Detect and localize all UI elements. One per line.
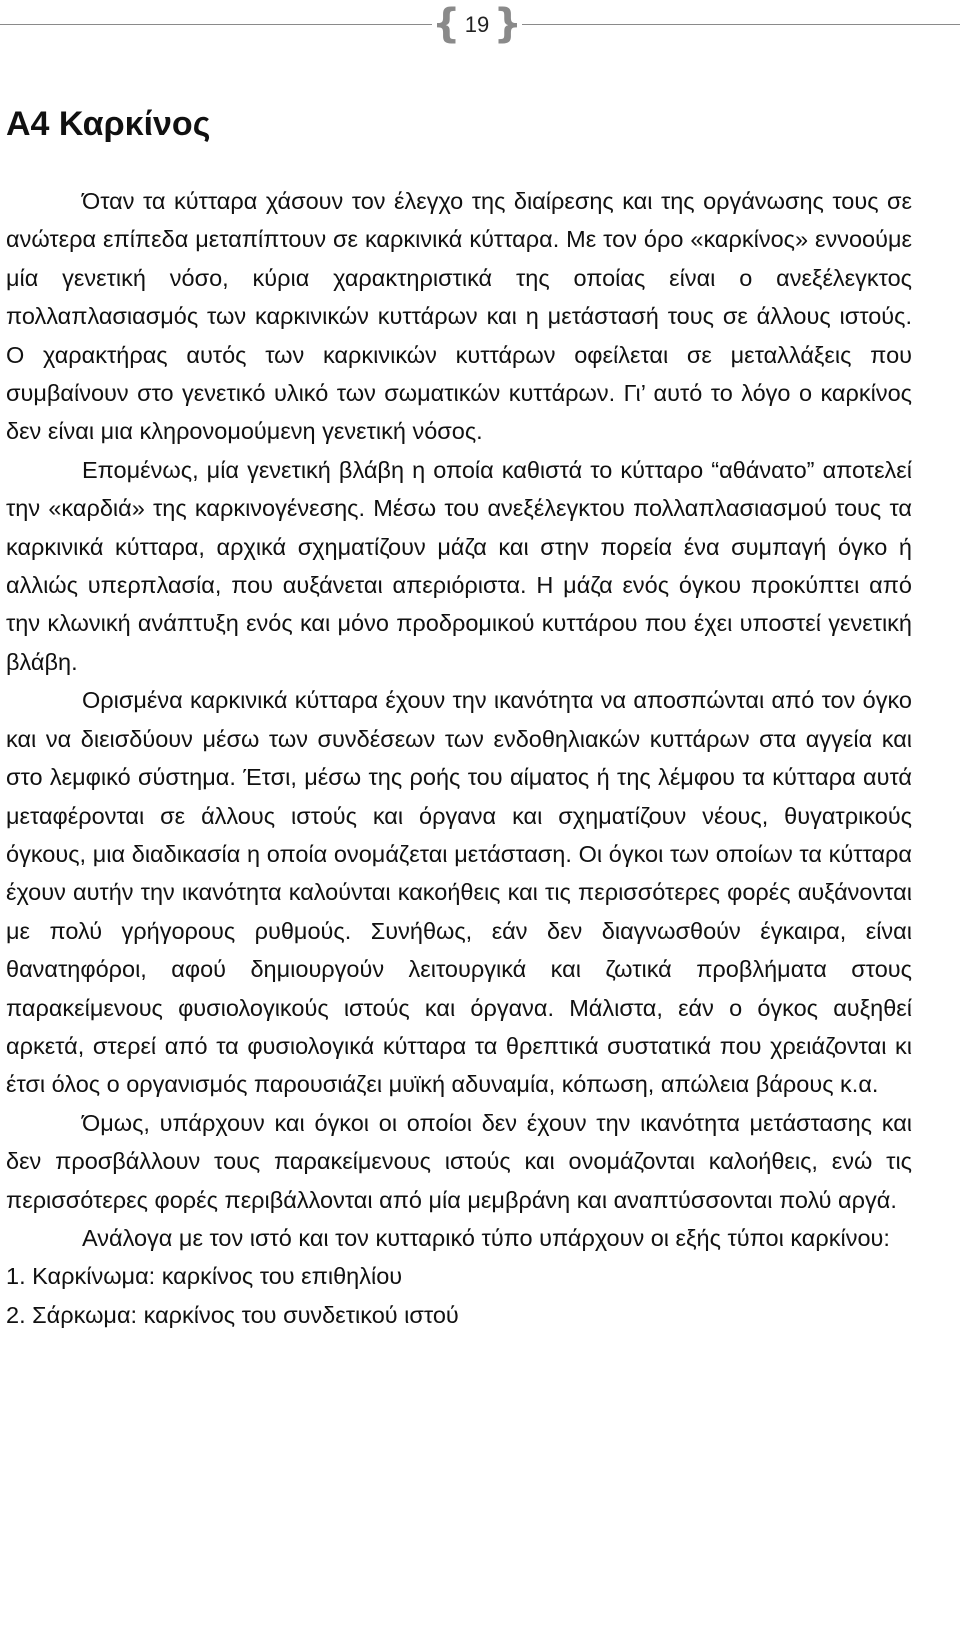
body-text	[6, 182, 912, 1334]
left-brace-icon: {	[432, 1, 461, 47]
paragraph: Όταν τα κύτταρα χάσουν τον έλεγχο της διαίρεσης και της οργάνωσης τους σε ανώτερα επίπεδα μεταπίπτουν σε καρκινικά κύτταρα. Με τον όρο «καρκίνος» εννοούμε μία γενετική νόσο, κύρια χαρακτηριστικά της οποίας είναι ο ανεξέλεγκτος πολλαπλασιασμός των καρκινικών κυττάρων και η μετάστασή τους σε άλλους ιστούς. Ο χαρακτήρας αυτός των καρκινικών κυττάρων οφείλεται σε μεταλλάξεις που συμβαίνουν στο γενετικό υλικό των σωματικών κυττάρων. Γι’ αυτό το λόγο ο καρκίνος δεν είναι μια κληρονομούμενη γενετική νόσος.	[6, 188, 912, 445]
paragraph: Όμως, υπάρχουν και όγκοι οι οποίοι δεν έχουν την ικανότητα μετάστασης και δεν προσβάλλουν τους παρακείμενους ιστούς και ονομάζονται καλοήθεις, ενώ τις περισσότερες φορές περιβάλλονται από μία μεμβράνη και αναπτύσσονται πολύ αργά.	[6, 1109, 912, 1213]
list-item: 1. Καρκίνωμα: καρκίνος του επιθηλίου	[6, 1263, 403, 1290]
list-item: 2. Σάρκωμα: καρκίνος του συνδετικού ιστού	[6, 1301, 459, 1328]
section-title: Α4 Καρκίνος	[6, 105, 211, 143]
cancer-types-list	[6, 1257, 912, 1334]
page-number: 19	[464, 12, 490, 37]
paragraph: Ανάλογα με τον ιστό και τον κυτταρικό τύπο υπάρχουν οι εξής τύποι καρκίνου:	[82, 1224, 890, 1251]
paragraph: Ορισμένα καρκινικά κύτταρα έχουν την ικανότητα να αποσπώνται από τον όγκο και να διεισδύουν μέσω των συνδέσεων των ενδοθηλιακών κυττάρων στα αγγεία και στο λεμφικό σύστημα. Έτσι, μέσω της ροής του αίματος ή της λέμφου τα κύτταρα αυτά μεταφέρονται σε άλλους ιστούς και όργανα και σχηματίζουν νέους, θυγατρικούς όγκους, μια διαδικασία η οποία ονομάζεται μετάσταση. Οι όγκοι των οποίων τα κύτταρα έχουν αυτήν την ικανότητα καλούνται κακοήθεις και τις περισσότερες φορές αυξάνονται με πολύ γρήγορους ρυθμούς. Συνήθως, εάν δεν διαγνωσθούν έγκαιρα, είναι θανατηφόροι, αφού δημιουργούν λειτουργικά και ζωτικά προβλήματα στους παρακείμενους φυσιολογικούς ιστούς και όργανα. Μάλιστα, εάν ο όγκος αυξηθεί αρκετά, στερεί από τα φυσιολογικά κύτταρα τα θρεπτικά συστατικά που χρειάζονται κι έτσι όλος ο οργανισμός παρουσιάζει μυϊκή αδυναμία, κόπωση, απώλεια βάρους κ.α.	[6, 687, 912, 1098]
page-number-badge	[432, 2, 522, 46]
paragraph: Επομένως, μία γενετική βλάβη η οποία καθιστά το κύτταρο “αθάνατο” αποτελεί την «καρδιά» της καρκινογένεσης. Μέσω του ανεξέλεγκτου πολλαπλασιασμού τους τα καρκινικά κύτταρα, αρχικά σχηματίζουν μάζα και στην πορεία ένα συμπαγή όγκο ή αλλιώς υπερπλασία, που αυξάνεται απεριόριστα. Η μάζα ενός όγκου προκύπτει από την κλωνική ανάπτυξη ενός και μόνο προδρομικού κυττάρου που έχει υποστεί γενετική βλάβη.	[6, 456, 912, 675]
right-brace-icon: }	[493, 1, 522, 47]
